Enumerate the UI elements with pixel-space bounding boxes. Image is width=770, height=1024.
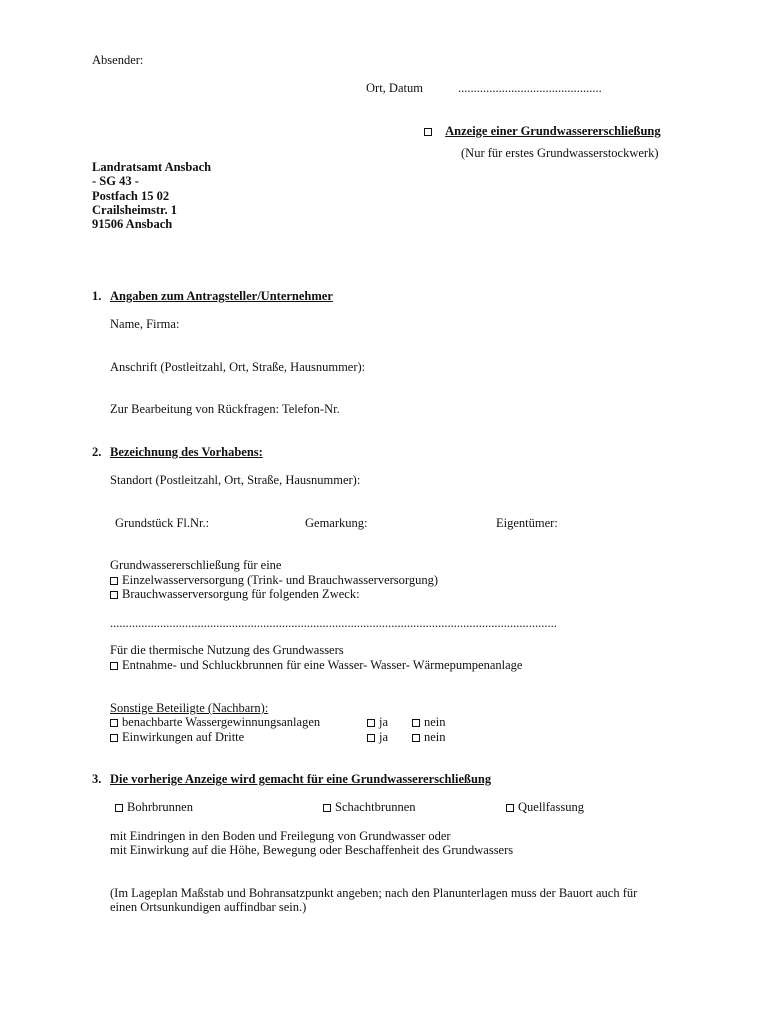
section3-text-line2: mit Einwirkung auf die Höhe, Bewegung oder Beschaffenheit des Grundwassers — [110, 843, 514, 857]
brauchwasser-label: Brauchwasserversorgung für folgenden Zweck: — [122, 587, 360, 601]
section3-number: 3. — [92, 772, 102, 786]
einzelwasser-label: Einzelwasserversorgung (Trink- und Brauchwasserversorgung) — [122, 573, 439, 587]
bohrbrunnen-checkbox[interactable] — [115, 804, 123, 812]
nachbar-wasser-label: benachbarte Wassergewinnungsanlagen — [122, 715, 321, 729]
brauchwasser-option[interactable] — [110, 588, 360, 601]
einwirkungen-checkbox[interactable] — [110, 734, 118, 742]
row2-ja-label: ja — [379, 730, 389, 744]
ort-datum-label: Ort, Datum — [366, 81, 423, 95]
einzelwasser-option[interactable] — [110, 574, 438, 587]
gemarkung-label: Gemarkung: — [305, 516, 368, 530]
einwirkungen-option[interactable] — [110, 731, 244, 744]
recipient-line2: - SG 43 - — [92, 174, 139, 188]
anzeige-label: Anzeige einer Grundwassererschließung — [445, 124, 661, 138]
section2-number: 2. — [92, 445, 102, 459]
grundwasser-intro: Grundwassererschließung für eine — [110, 558, 282, 572]
anzeige-note: (Nur für erstes Grundwasserstockwerk) — [461, 146, 659, 160]
section3-title: Die vorherige Anzeige wird gemacht für eine Grundwassererschließung — [110, 772, 492, 786]
row2-nein-label: nein — [424, 730, 446, 744]
bohrbrunnen-option[interactable] — [115, 801, 193, 814]
thermisch-option[interactable] — [110, 659, 522, 672]
nachbar-wasser-option[interactable] — [110, 716, 320, 729]
schachtbrunnen-label: Schachtbrunnen — [335, 800, 416, 814]
einwirkungen-label: Einwirkungen auf Dritte — [122, 730, 245, 744]
eigentuemer-label: Eigentümer: — [496, 516, 558, 530]
anzeige-checkbox[interactable] — [424, 128, 432, 136]
thermisch-checkbox[interactable] — [110, 662, 118, 670]
quellfassung-option[interactable] — [506, 801, 584, 814]
schachtbrunnen-option[interactable] — [323, 801, 416, 814]
anzeige-checkbox-row[interactable] — [424, 125, 661, 138]
telefon-label: Zur Bearbeitung von Rückfragen: Telefon-Nr. — [110, 402, 340, 416]
row1-ja-option[interactable] — [367, 716, 388, 729]
row1-nein-checkbox[interactable] — [412, 719, 420, 727]
quellfassung-checkbox[interactable] — [506, 804, 514, 812]
section3-text-line1: mit Eindringen in den Boden und Freilegung von Grundwasser oder — [110, 829, 451, 843]
ort-datum-field[interactable]: .............................................. — [458, 81, 602, 95]
thermisch-intro: Für die thermische Nutzung des Grundwassers — [110, 643, 344, 657]
einzelwasser-checkbox[interactable] — [110, 577, 118, 585]
recipient-line5: 91506 Ansbach — [92, 217, 173, 231]
brauchwasser-checkbox[interactable] — [110, 591, 118, 599]
row1-ja-checkbox[interactable] — [367, 719, 375, 727]
row2-nein-checkbox[interactable] — [412, 734, 420, 742]
section3-note-line1: (Im Lageplan Maßstab und Bohransatzpunkt angeben; nach den Planunterlagen muss der Bauort auch für — [110, 886, 638, 900]
thermisch-label: Entnahme- und Schluckbrunnen für eine Wasser- Wasser- Wärmepumpenanlage — [122, 658, 523, 672]
row1-ja-label: ja — [379, 715, 389, 729]
grundstueck-label: Grundstück Fl.Nr.: — [115, 516, 210, 530]
nachbar-wasser-checkbox[interactable] — [110, 719, 118, 727]
row2-nein-option[interactable] — [412, 731, 446, 744]
section3-note-line2: einen Ortsunkundigen auffindbar sein.) — [110, 900, 307, 914]
bohrbrunnen-label: Bohrbrunnen — [127, 800, 193, 814]
name-firma-label: Name, Firma: — [110, 317, 180, 331]
zweck-field[interactable]: ............................................................................................................................................... — [110, 616, 557, 630]
anschrift-label: Anschrift (Postleitzahl, Ort, Straße, Hausnummer): — [110, 360, 366, 374]
quellfassung-label: Quellfassung — [518, 800, 584, 814]
recipient-line3: Postfach 15 02 — [92, 189, 170, 203]
recipient-line4: Crailsheimstr. 1 — [92, 203, 177, 217]
schachtbrunnen-checkbox[interactable] — [323, 804, 331, 812]
section1-title: Angaben zum Antragsteller/Unternehmer — [110, 289, 333, 303]
section1-number: 1. — [92, 289, 102, 303]
sonstige-title: Sonstige Beteiligte (Nachbarn): — [110, 701, 269, 715]
row1-nein-option[interactable] — [412, 716, 446, 729]
row2-ja-checkbox[interactable] — [367, 734, 375, 742]
recipient-line1: Landratsamt Ansbach — [92, 160, 212, 174]
row1-nein-label: nein — [424, 715, 446, 729]
absender-label: Absender: — [92, 53, 144, 67]
section2-title: Bezeichnung des Vorhabens: — [110, 445, 263, 459]
row2-ja-option[interactable] — [367, 731, 388, 744]
standort-label: Standort (Postleitzahl, Ort, Straße, Hausnummer): — [110, 473, 361, 487]
